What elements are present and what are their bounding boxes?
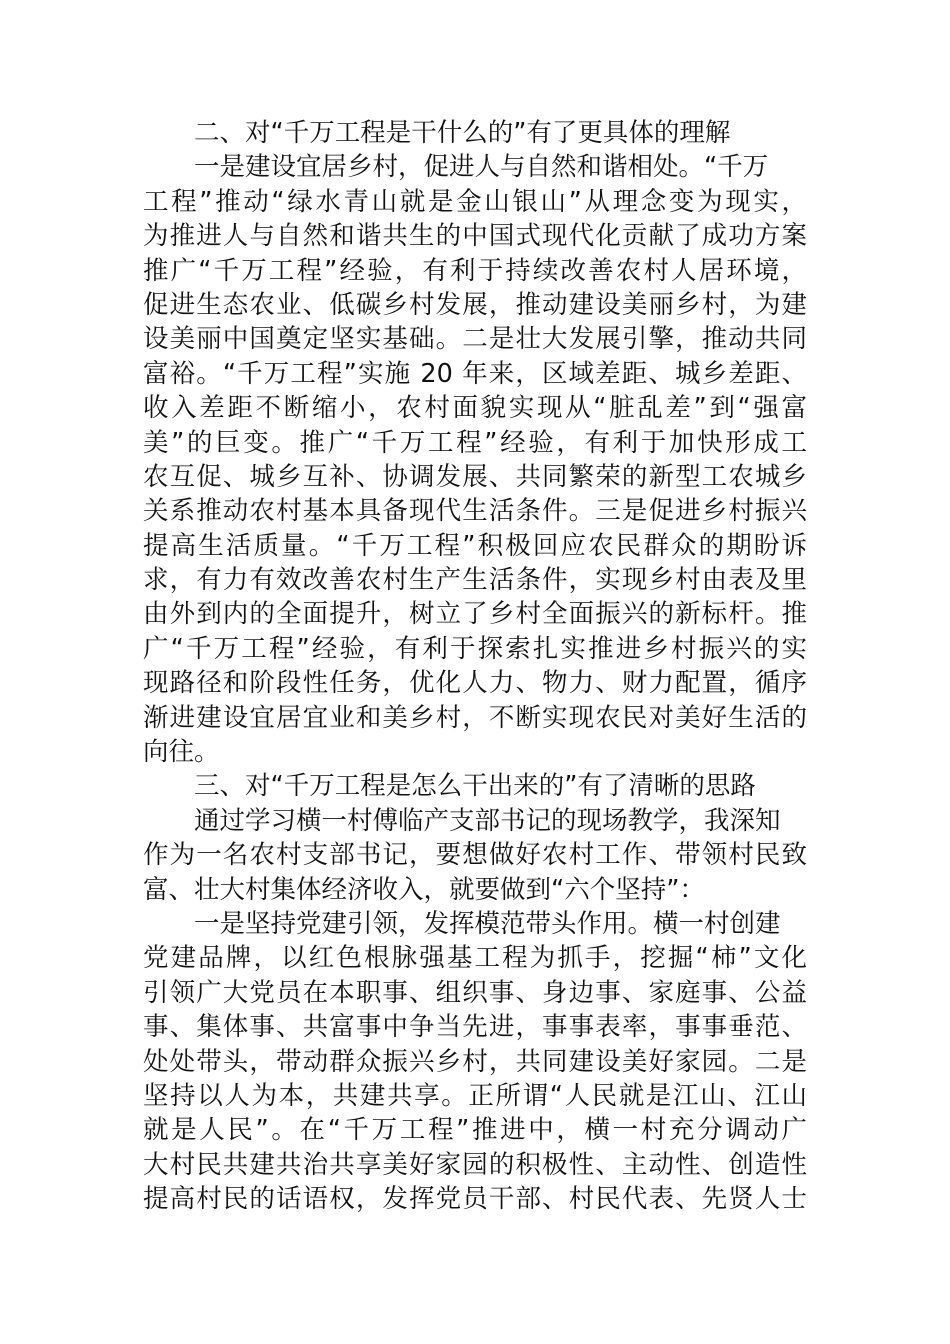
- paragraph-line: 收入差距不断缩小，农村面貌实现从“脏乱差”到“强富: [143, 393, 807, 424]
- paragraph-line: 事、集体事、共富事中争当先进，事事表率，事事垂范、: [143, 1012, 807, 1043]
- paragraph-line: 通过学习横一村傅临产支部书记的现场教学，我深知: [194, 805, 781, 836]
- paragraph-line: 促进生态农业、低碳乡村发展，推动建设美丽乡村，为建: [143, 289, 807, 320]
- paragraph-line: 推广“千万工程”经验，有利于持续改善农村人居环境，: [143, 255, 807, 286]
- paragraph-line: 农互促、城乡互补、协调发展、共同繁荣的新型工农城乡: [143, 461, 807, 492]
- paragraph-line: 现路径和阶段性任务，优化人力、物力、财力配置，循序: [143, 668, 807, 699]
- section-heading-3: 三、对“千万工程是怎么干出来的”有了清晰的思路: [194, 771, 756, 802]
- paragraph-line: 美”的巨变。推广“千万工程”经验，有利于加快形成工: [143, 427, 807, 458]
- paragraph-line: 党建品牌，以红色根脉强基工程为抓手，挖掘“柿”文化: [143, 943, 807, 974]
- paragraph-line: 一是建设宜居乡村，促进人与自然和谐相处。“千万: [194, 152, 769, 183]
- paragraph-line: 处处带头，带动群众振兴乡村，共同建设美好家园。二是: [143, 1046, 807, 1077]
- paragraph-line: 提高村民的话语权，发挥党员干部、村民代表、先贤人士: [143, 1184, 807, 1215]
- paragraph-line: 提高生活质量。“千万工程”积极回应农民群众的期盼诉: [143, 530, 807, 561]
- paragraph-line: 大村民共建共治共享美好家园的积极性、主动性、创造性: [143, 1149, 807, 1180]
- paragraph-line: 富裕。“千万工程”实施 20 年来，区域差距、城乡差距、: [143, 358, 807, 389]
- paragraph-line: 设美丽中国奠定坚实基础。二是壮大发展引擎，推动共同: [143, 324, 807, 355]
- paragraph-line: 一是坚持党建引领，发挥模范带头作用。横一村创建: [194, 908, 781, 939]
- paragraph-line: 广“千万工程”经验，有利于探索扎实推进乡村振兴的实: [143, 633, 807, 664]
- paragraph-line: 作为一名农村支部书记，要想做好农村工作、带领村民致: [143, 840, 807, 871]
- document-body: [143, 116, 807, 1217]
- paragraph-line: 向往。: [143, 737, 220, 768]
- paragraph-line: 就是人民”。在“千万工程”推进中，横一村充分调动广: [143, 1115, 807, 1146]
- paragraph-line: 引领广大党员在本职事、组织事、身边事、家庭事、公益: [143, 977, 807, 1008]
- paragraph-line: 由外到内的全面提升，树立了乡村全面振兴的新标杆。推: [143, 599, 807, 630]
- paragraph-line: 为推进人与自然和谐共生的中国式现代化贡献了成功方案: [143, 221, 807, 252]
- paragraph-line: 渐进建设宜居宜业和美乡村，不断实现农民对美好生活的: [143, 702, 807, 733]
- section-heading-2: 二、对“千万工程是干什么的”有了更具体的理解: [194, 118, 731, 148]
- paragraph-line: 求，有力有效改善农村生产生活条件，实现乡村由表及里: [143, 565, 807, 596]
- paragraph-line: 工程”推动“绿水青山就是金山银山”从理念变为现实，: [143, 186, 807, 217]
- paragraph-line: 坚持以人为本，共建共享。正所谓“人民就是江山、江山: [143, 1080, 807, 1111]
- paragraph-line: 富、壮大村集体经济收入，就要做到“六个坚持”：: [143, 874, 705, 905]
- paragraph-line: 关系推动农村基本具备现代生活条件。三是促进乡村振兴: [143, 496, 807, 527]
